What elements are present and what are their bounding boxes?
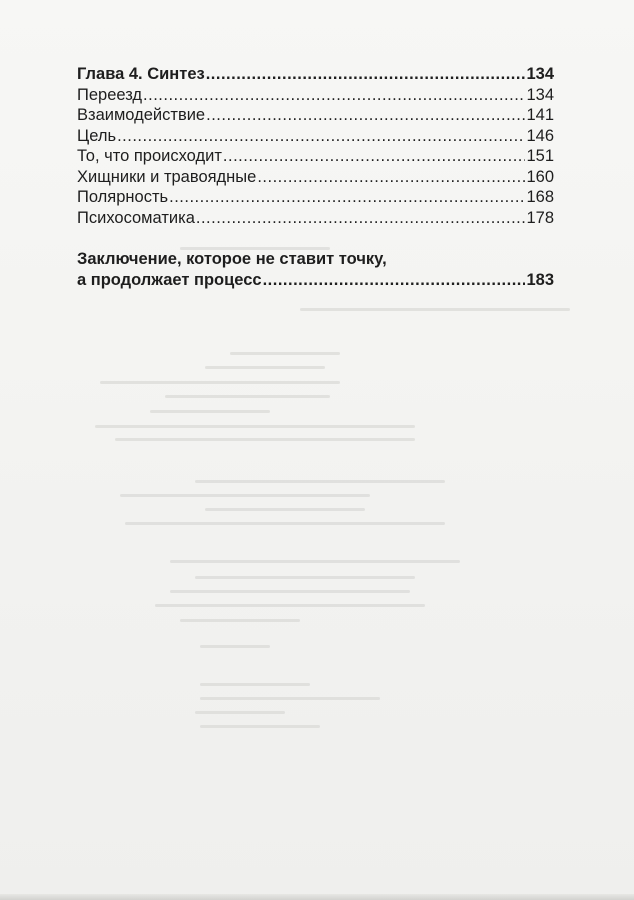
toc-entry-title: Переезд (77, 85, 143, 104)
toc-page-number: 178 (526, 208, 554, 227)
toc-dot-leader (169, 187, 525, 208)
toc-page-number: 134 (526, 85, 554, 104)
toc-entry-title: Хищники и травоядные (77, 167, 257, 186)
toc-page-number: 134 (526, 65, 554, 83)
toc-entry[interactable] (77, 126, 554, 147)
toc-conclusion-title-line2: а продолжает процесс (77, 271, 262, 289)
toc-dot-leader (223, 146, 526, 167)
toc-conclusion-row (77, 270, 554, 291)
toc-entry-title: Взаимодействие (77, 106, 206, 124)
toc-entry-title: Цель (77, 126, 117, 145)
toc-page-number: 183 (526, 271, 554, 289)
toc-page-number: 168 (526, 188, 554, 206)
toc-page-number: 141 (526, 106, 554, 124)
toc-chapter-title: Глава 4. Синтез (77, 65, 205, 83)
toc-dot-leader (143, 85, 525, 106)
toc-entry-title: Полярность (77, 188, 169, 206)
table-of-contents (77, 64, 554, 291)
toc-dot-leader (196, 208, 526, 229)
toc-entry[interactable] (77, 187, 554, 208)
toc-entry[interactable] (77, 167, 554, 188)
toc-dot-leader (117, 126, 525, 147)
toc-dot-leader (206, 105, 525, 126)
toc-conclusion-title-line1: Заключение, которое не ставит точку, (77, 250, 387, 268)
toc-entry[interactable] (77, 146, 554, 167)
toc-dot-leader (257, 167, 525, 188)
toc-page-number: 151 (526, 147, 554, 165)
toc-entry[interactable] (77, 105, 554, 126)
toc-conclusion-entry[interactable] (77, 249, 554, 291)
toc-entry-title: То, что происходит (77, 147, 222, 165)
toc-entry[interactable] (77, 208, 554, 229)
toc-dot-leader (263, 270, 526, 291)
toc-page-number: 146 (526, 126, 554, 145)
toc-dot-leader (206, 64, 526, 85)
toc-entry-title: Психосоматика (77, 208, 195, 227)
toc-page-number: 160 (526, 167, 554, 186)
toc-entry[interactable] (77, 85, 554, 106)
page-bottom-edge (0, 894, 634, 900)
toc-chapter-row[interactable] (77, 64, 554, 85)
